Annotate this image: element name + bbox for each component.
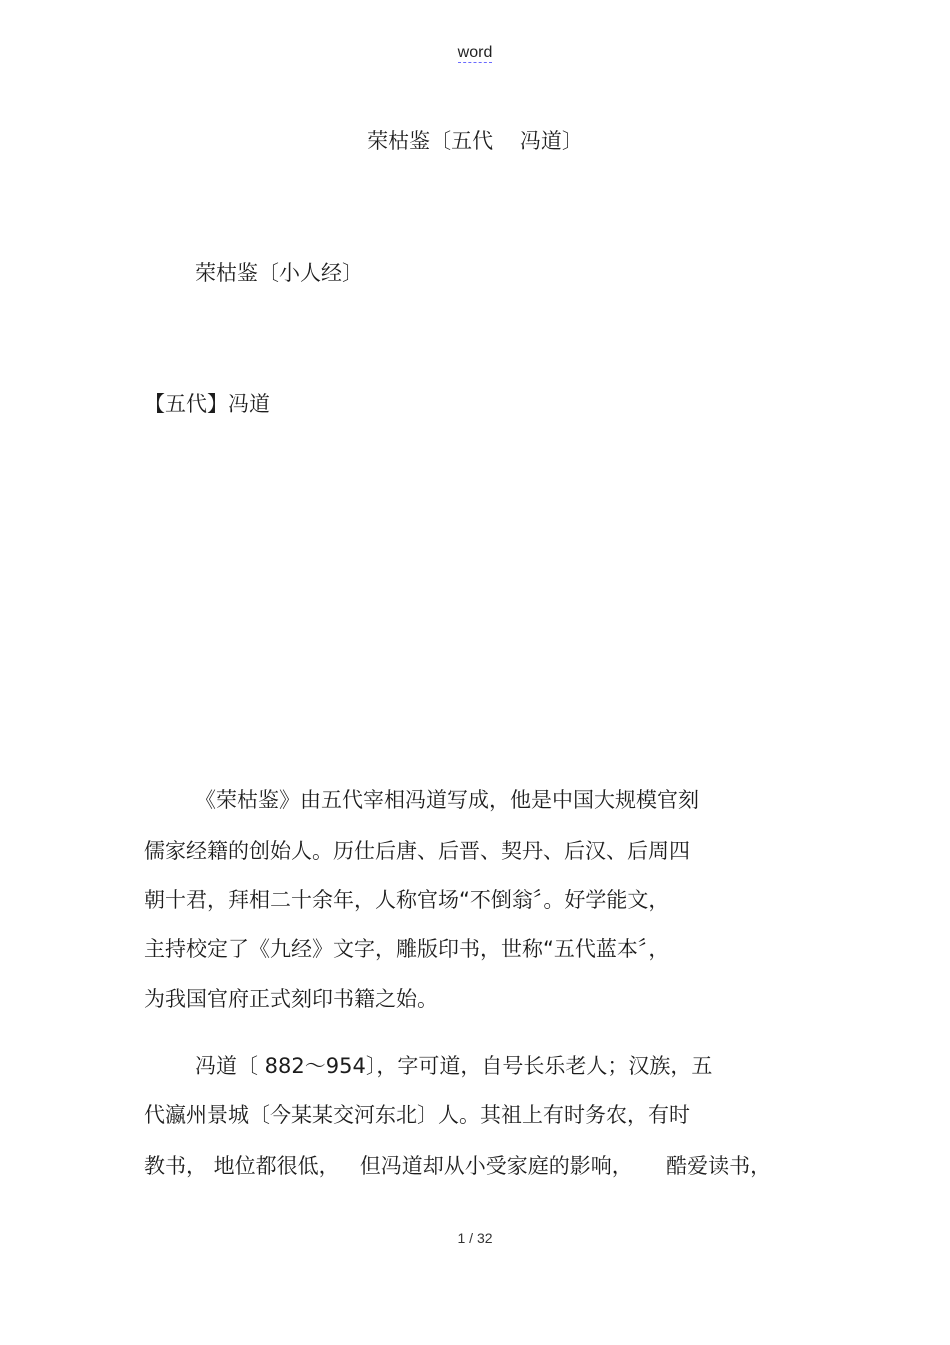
- paragraph1-line2: 儒家经籍的创始人。历仕后唐、后晋、契丹、后汉、后周四: [144, 839, 690, 863]
- paragraph1-line3: 朝十君，拜相二十余年，人称官场“不倒翁〞。好学能文，: [144, 888, 670, 912]
- document-title: 荣枯鉴〔五代 冯道〕: [367, 129, 583, 153]
- paragraph1-line4: 主持校定了《九经》文字，雕版印书，世称“五代蓝本〞，: [144, 937, 670, 961]
- header-label: word: [457, 44, 493, 61]
- page-number: 1 / 32: [457, 1230, 493, 1246]
- paragraph2-line2: 代瀛州景城〔今某某交河东北〕人。其祖上有时务农，有时: [144, 1103, 690, 1127]
- author-line: 【五代】冯道: [144, 392, 270, 416]
- paragraph2-line3: 教书， 地位都很低， 但冯道却从小受家庭的影响， 酷爱读书，: [144, 1154, 772, 1178]
- paragraph1-line5: 为我国官府正式刻印书籍之始。: [144, 987, 438, 1011]
- paragraph1-line1: 《荣枯鉴》由五代宰相冯道写成，他是中国大规模官刻: [195, 788, 699, 812]
- paragraph2-line1: 冯道〔 882～954〕，字可道，自号长乐老人；汉族，五: [195, 1054, 713, 1078]
- document-subtitle: 荣枯鉴〔小人经〕: [195, 261, 363, 285]
- page-header: [0, 44, 950, 62]
